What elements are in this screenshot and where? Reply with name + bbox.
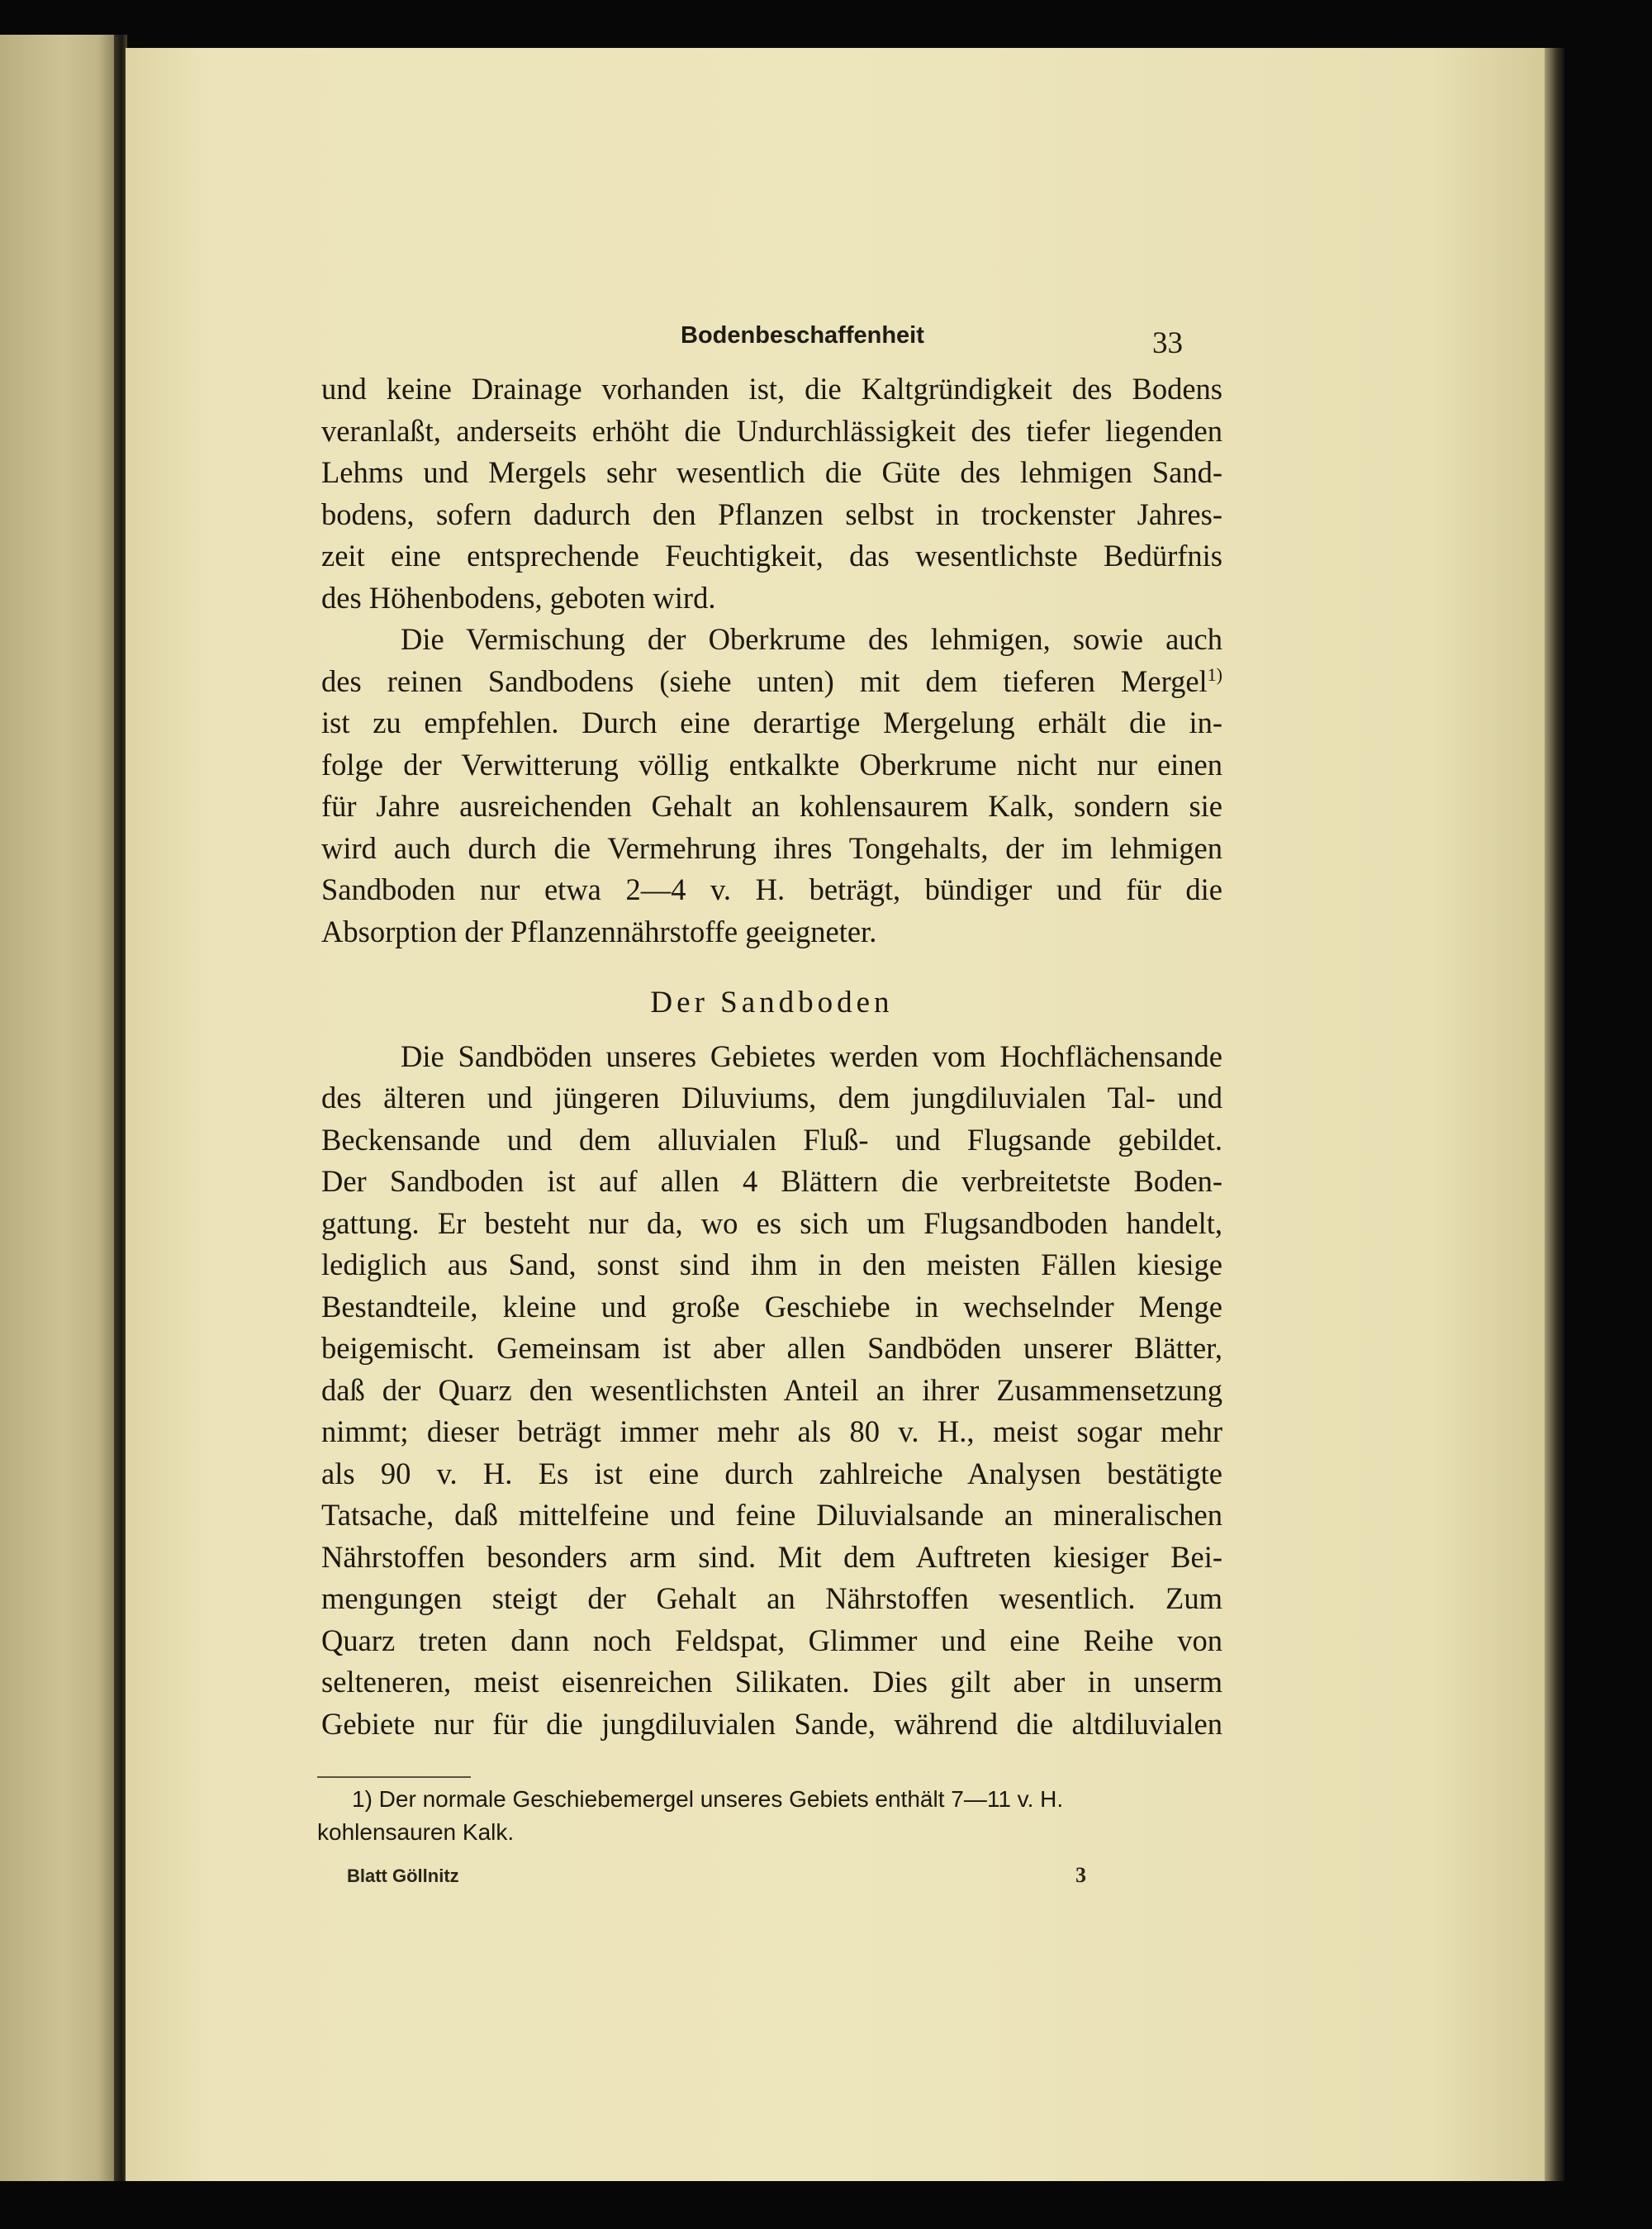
paragraph-2 (321, 619, 1222, 953)
text-line: Die Sandböden unseres Gebietes werden vom Hochflächensande (401, 1038, 1222, 1073)
footnote (317, 1783, 1219, 1849)
running-title: Bodenbeschaffenheit (681, 322, 924, 349)
footnote-divider (317, 1776, 471, 1778)
page-number: 33 (1152, 326, 1183, 360)
text-line: und keine Drainage vorhanden ist, die Kaltgründigkeit des Bodens (321, 372, 1222, 406)
footnote-line: 1) Der normale Geschiebemergel unseres Gebiets enthält 7—11 v. H. (352, 1786, 1064, 1812)
text-line: beigemischt. Gemeinsam ist aber allen Sandböden unserer Blätter, (321, 1331, 1222, 1365)
footnote-line: kohlensauren Kalk. (317, 1819, 515, 1845)
text-line: wird auch durch die Vermehrung ihres Tongehalts, der im lehmigen (321, 830, 1222, 865)
text-line: Absorption der Pflanzennährstoffe geeigneter. (321, 914, 877, 948)
text-fragment: des reinen Sandbodens (siehe unten) mit dem tieferen Mergel (321, 663, 1208, 698)
text-line: selteneren, meist eisenreichen Silikaten. Dies gilt aber in unserm (321, 1665, 1222, 1699)
page-edge-shadow (1545, 48, 1564, 2181)
paragraph-1 (321, 368, 1222, 619)
text-line: Die Vermischung der Oberkrume des lehmigen, sowie auch (401, 622, 1222, 656)
text-line: als 90 v. H. Es ist eine durch zahlreiche Analysen bestätigte (321, 1456, 1222, 1490)
footnote-reference: 1) (1207, 663, 1222, 685)
text-line-with-footnote (321, 661, 1222, 703)
text-line: des Höhenbodens, geboten wird. (321, 580, 716, 615)
text-line: für Jahre ausreichenden Gehalt an kohlensaurem Kalk, sondern sie (321, 789, 1222, 823)
running-head (0, 322, 1652, 360)
section-heading: Der Sandboden (650, 986, 894, 1019)
text-line: Nährstoffen besonders arm sind. Mit dem Auftreten kiesiger Bei- (321, 1539, 1222, 1574)
text-line: lediglich aus Sand, sonst sind ihm in den meisten Fällen kiesige (321, 1248, 1222, 1281)
text-line: Quarz treten dann noch Feldspat, Glimmer und eine Reihe von (321, 1623, 1222, 1657)
text-line: bodens, sofern dadurch den Pflanzen selbst in trockenster Jahres- (321, 497, 1222, 531)
text-line: gattung. Er besteht nur da, wo es sich um Flugsandboden handelt, (321, 1205, 1222, 1240)
text-line: Lehms und Mergels sehr wesentlich die Güte des lehmigen Sand- (321, 455, 1222, 489)
text-line: folge der Verwitterung völlig entkalkte Oberkrume nicht nur einen (321, 747, 1222, 782)
text-line: Sandboden nur etwa 2—4 v. H. beträgt, bündiger und für die (321, 872, 1222, 906)
body-text (321, 368, 1222, 1745)
text-line: Tatsache, daß mittelfeine und feine Diluvialsande an mineralischen (321, 1498, 1222, 1532)
paragraph-3 (321, 1036, 1222, 1746)
text-line: mengungen steigt der Gehalt an Nährstoffen wesentlich. Zum (321, 1581, 1222, 1615)
text-line: Gebiete nur für die jungdiluvialen Sande, während die altdiluvialen (321, 1706, 1222, 1741)
text-line: zeit eine entsprechende Feuchtigkeit, das wesentlichste Bedürfnis (321, 539, 1222, 573)
text-line: veranlaßt, anderseits erhöht die Undurchlässigkeit des tiefer liegenden (321, 413, 1222, 448)
text-line: des älteren und jüngeren Diluviums, dem jungdiluvialen Tal- und (321, 1081, 1222, 1114)
text-line: Der Sandboden ist auf allen 4 Blättern die verbreitetste Boden- (321, 1164, 1222, 1198)
text-line: Bestandteile, kleine und große Geschiebe in wechselnder Menge (321, 1289, 1222, 1324)
text-line: ist zu empfehlen. Durch eine derartige Mergelung erhält die in- (321, 706, 1222, 739)
sheet-name: Blatt Göllnitz (347, 1865, 459, 1886)
text-line: daß der Quarz den wesentlichsten Anteil an ihrer Zusammensetzung (321, 1372, 1222, 1407)
signature-mark: 3 (1075, 1863, 1086, 1887)
text-line: Beckensande und dem alluvialen Fluß- und Flugsande gebildet. (321, 1122, 1222, 1157)
facing-page-edge (0, 35, 116, 2181)
text-line: nimmt; dieser beträgt immer mehr als 80 v. H., meist sogar mehr (321, 1414, 1222, 1448)
